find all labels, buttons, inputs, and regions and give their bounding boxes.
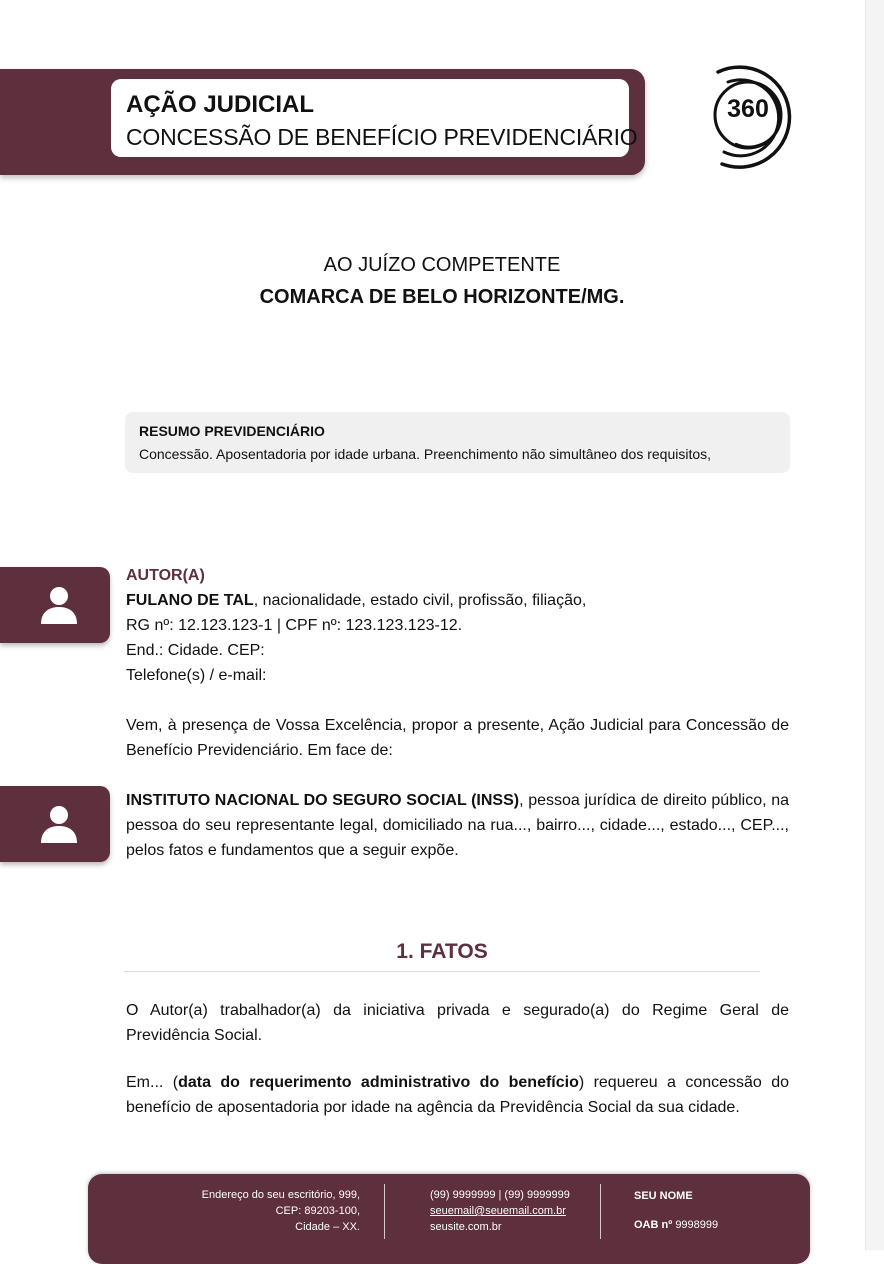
footer-contact (430, 1187, 570, 1235)
summary-box (125, 412, 790, 473)
comarca-line: COMARCA DE BELO HORIZONTE/MG. (259, 286, 625, 308)
facts-p2-start: Em... ( (126, 1074, 179, 1091)
person-icon (40, 585, 78, 625)
footer-lawyer-name: SEU NOME (634, 1190, 693, 1202)
author-tab (0, 567, 110, 643)
facts-paragraph-1: O Autor(a) trabalhador(a) da iniciativa privada e segurado(a) do Regime Geral de Previdência Social. (126, 1002, 789, 1044)
footer-divider (600, 1184, 601, 1239)
facts-p2-bold: data do requerimento administrativo do benefício (178, 1074, 579, 1091)
footer-site: seusite.com.br (430, 1221, 502, 1233)
author-ids: RG nº: 12.123.123-1 | CPF nº: 123.123.123-12. (126, 617, 463, 634)
author-name-line (126, 588, 789, 613)
author-block (126, 563, 789, 688)
footer-address-line2: CEP: 89203-100, (275, 1205, 360, 1217)
footer-phones: (99) 9999999 | (99) 9999999 (430, 1189, 570, 1201)
facts-p2-end: ) requereu a concessão do benefício de aposentadoria por idade na agência da Previdência Social da sua cidade. (126, 1074, 789, 1116)
summary-text: Concessão. Aposentadoria por idade urbana. Preenchimento não simultâneo dos requisitos, (139, 446, 712, 462)
defendant-name: INSTITUTO NACIONAL DO SEGURO SOCIAL (INSS) (126, 792, 520, 809)
footer-email-link[interactable]: seuemail@seuemail.com.br (430, 1205, 566, 1217)
author-label: AUTOR(A) (126, 567, 205, 584)
header-card (111, 79, 638, 157)
section-divider (124, 971, 760, 972)
footer-divider (384, 1184, 385, 1239)
footer-address (148, 1187, 360, 1235)
defendant-details: , pessoa jurídica de direito público, na pessoa do seu representante legal, domiciliado na rua..., bairro..., cidade..., estado..., CEP..., pelos fatos e fundamentos que a seguir expõe. (126, 792, 790, 859)
facts-paragraph-2 (126, 1070, 789, 1120)
footer-address-line3: Cidade – XX. (295, 1221, 360, 1233)
logo-text: 360 (727, 95, 769, 123)
author-address: End.: Cidade. CEP: (126, 642, 265, 659)
document-title: AÇÃO JUDICIAL (126, 91, 315, 118)
author-details: , nacionalidade, estado civil, profissão, filiação, (253, 592, 587, 609)
intro-paragraph: Vem, à presença de Vossa Excelência, propor a presente, Ação Judicial para Concessão de Benefício Previdenciário. Em face de: (126, 717, 789, 759)
logo-360-icon (700, 54, 810, 178)
page-edge (865, 0, 884, 1250)
author-contact: Telefone(s) / e-mail: (126, 667, 267, 684)
person-icon (40, 804, 78, 844)
court-line: AO JUÍZO COMPETENTE (323, 254, 561, 276)
defendant-tab (0, 786, 110, 862)
footer-bar (88, 1174, 810, 1264)
section-title: 1. FATOS (396, 940, 488, 963)
footer-oab-label: OAB nº (634, 1219, 673, 1231)
footer-oab-number: 9998999 (675, 1219, 719, 1231)
footer-oab (634, 1219, 718, 1231)
defendant-paragraph (126, 788, 789, 863)
footer-address-line1: Endereço do seu escritório, 999, (201, 1189, 360, 1201)
author-name: FULANO DE TAL (126, 592, 254, 609)
document-subtitle: CONCESSÃO DE BENEFÍCIO PREVIDENCIÁRIO (126, 124, 638, 150)
summary-title: RESUMO PREVIDENCIÁRIO (139, 423, 325, 439)
